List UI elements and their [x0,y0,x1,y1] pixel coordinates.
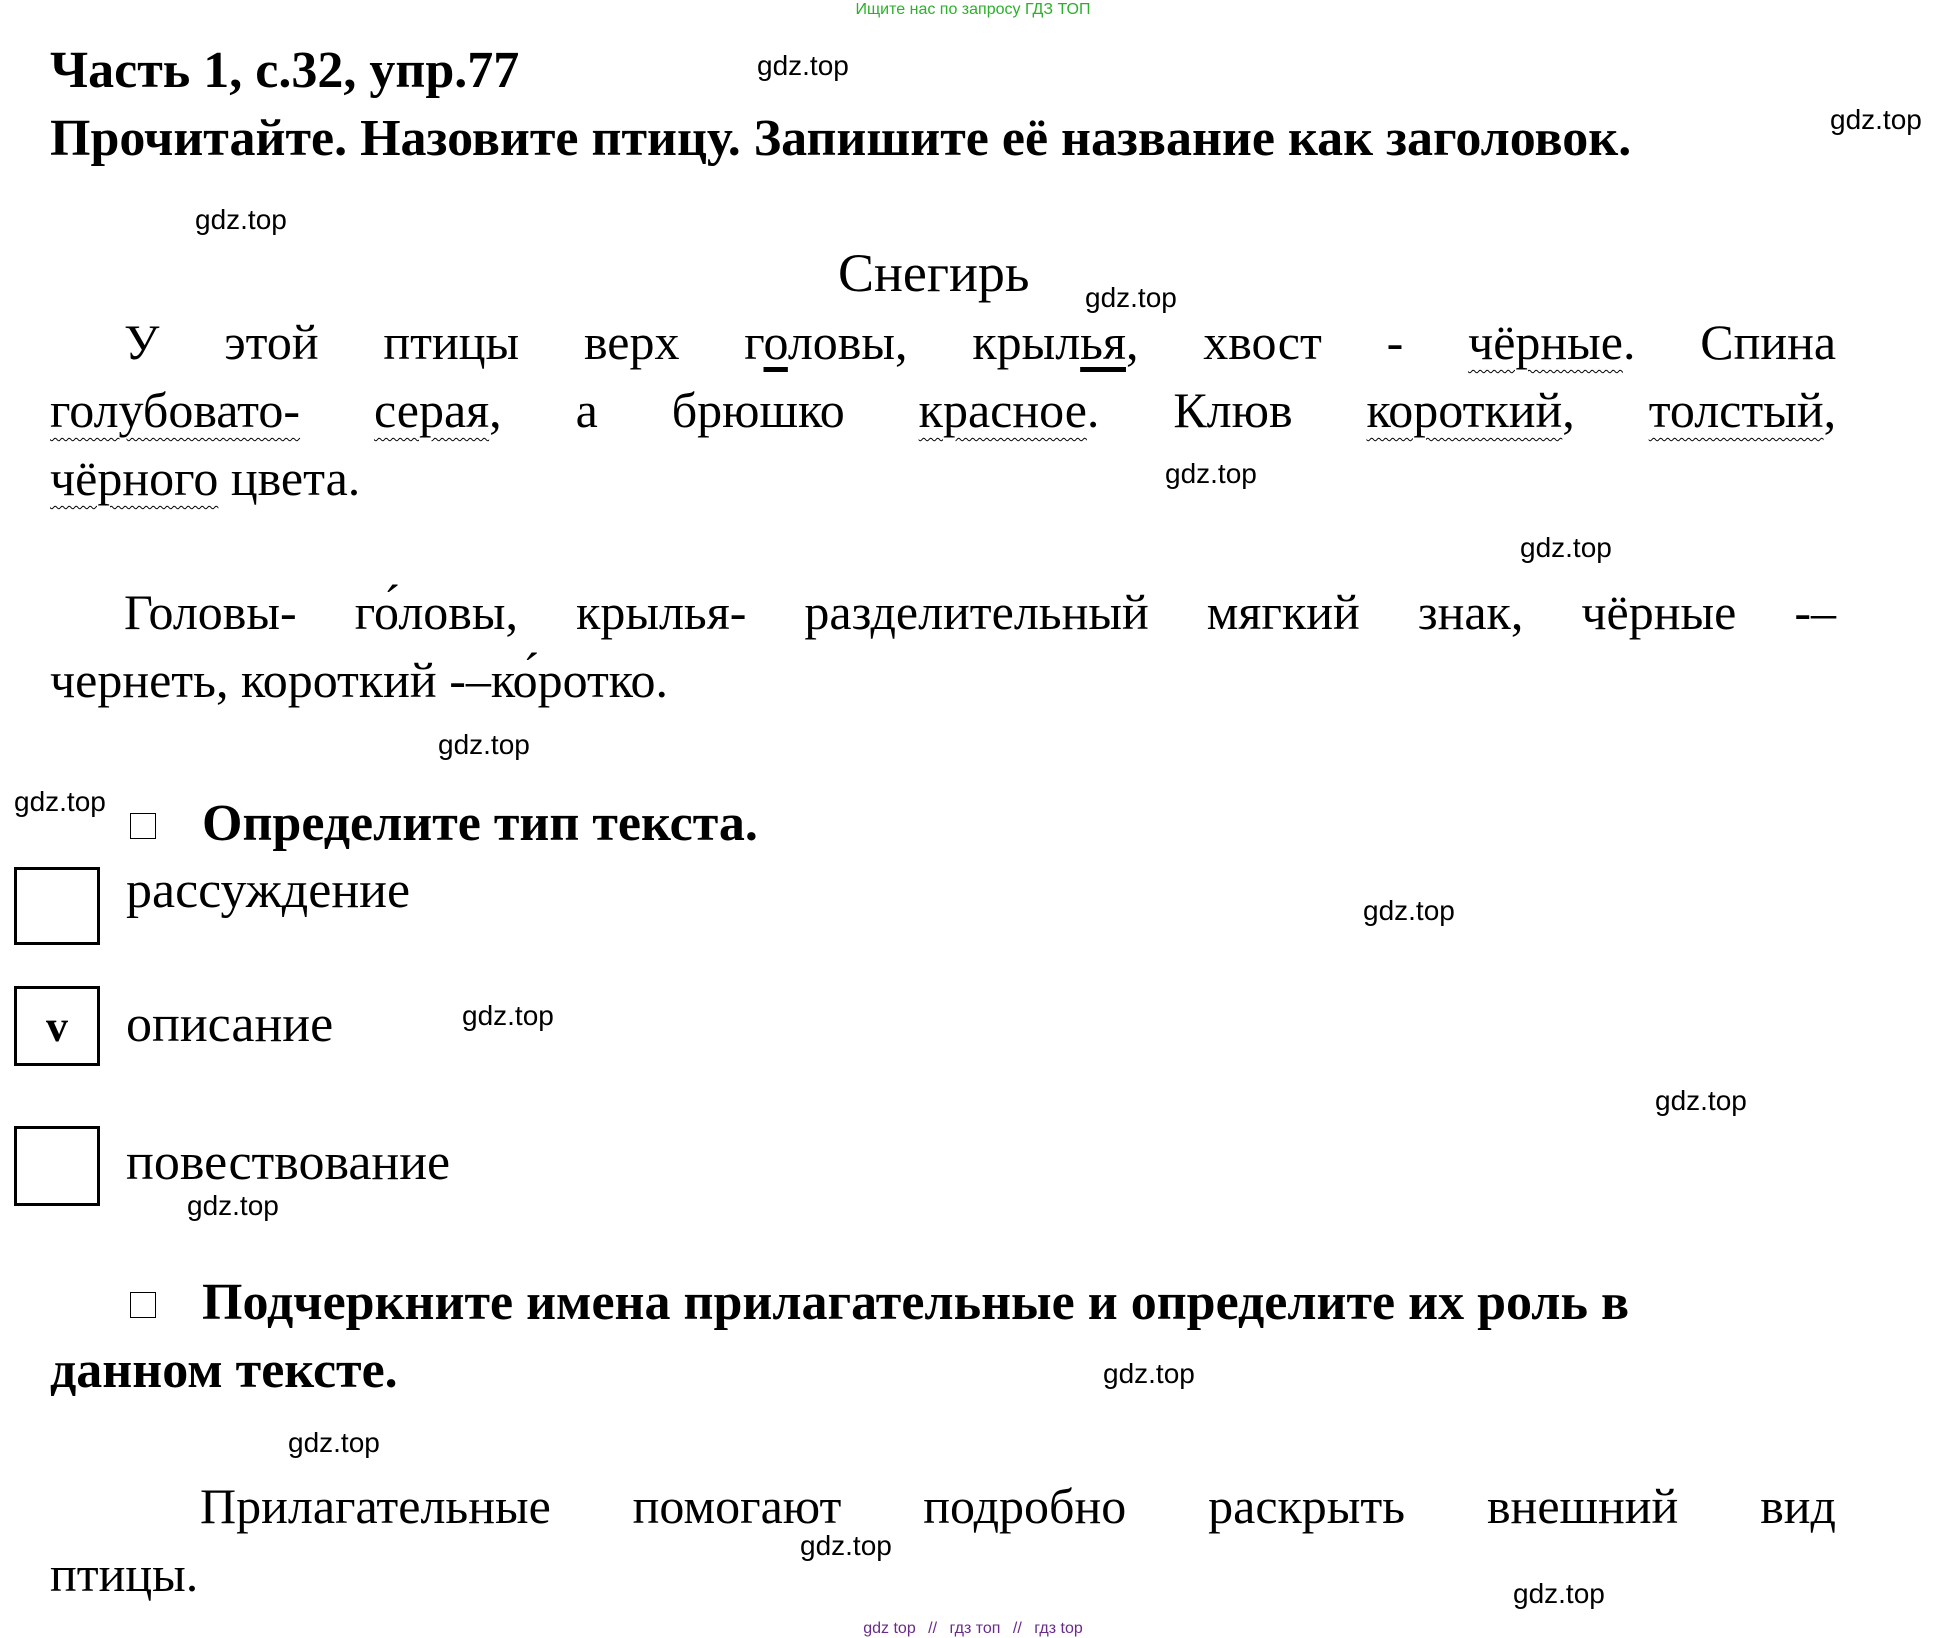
watermark: gdz.top [1085,282,1177,313]
watermark: gdz.top [288,1427,380,1458]
footer-link-gdz-top-ru[interactable]: гдз топ [949,1620,1001,1637]
option-reasoning-checkbox[interactable] [14,867,100,945]
footer-separator: // [928,1620,938,1637]
footer-link-gdz-top-mixed[interactable]: гдз top [1034,1620,1083,1637]
top-banner[interactable]: Ищите нас по запросу ГДЗ ТОП [855,1,1091,18]
watermark: gdz.top [1513,1578,1605,1609]
option-reasoning-label: рассуждение [126,862,411,919]
watermark: gdz.top [1363,895,1455,926]
story-line-3: чёрного цвета. [50,450,361,506]
watermark: gdz.top [187,1190,279,1221]
watermark: gdz.top [1655,1085,1747,1116]
watermark: gdz.top [438,729,530,760]
watermark: gdz.top [757,50,849,81]
answer-line-2: птицы. [50,1546,199,1602]
task1-bullet-icon [130,813,156,839]
task2-bullet-icon [130,1292,156,1318]
footer-separator: // [1012,1620,1022,1637]
watermark: gdz.top [1165,458,1257,489]
answer-line-1: Прилагательные помогают подробно раскрыть внешний вид [200,1478,1836,1534]
watermark: gdz.top [462,1000,554,1031]
option-description-checkbox[interactable]: v [14,986,100,1066]
task1-heading: Определите тип текста. [202,795,758,852]
task2-heading-line-2: данном тексте. [50,1342,398,1399]
task2-heading-line-1: Подчеркните имена прилагательные и определите их роль в [202,1274,1630,1331]
watermark: gdz.top [1103,1358,1195,1389]
watermark: gdz.top [1830,104,1922,135]
story-line-1: У этой птицы верх головы, крылья, хвост - чёрные. Спина [124,314,1837,370]
watermark: gdz.top [14,786,106,817]
option-description-label: описание [126,996,334,1053]
story-title: Снегирь [838,243,1030,303]
option-narration-label: повествование [126,1134,451,1191]
footer-links [0,1620,1946,1638]
footer-link-gdz-top[interactable]: gdz top [863,1620,916,1637]
page-title: Часть 1, с.32, упр.77 [50,42,520,99]
instruction: Прочитайте. Назовите птицу. Запишите её название как заголовок. [50,110,1632,167]
watermark: gdz.top [1520,532,1612,563]
option-narration-checkbox[interactable] [14,1126,100,1206]
analysis-line-2: чернеть, короткий -–ко́ротко. [50,652,669,708]
watermark: gdz.top [195,204,287,235]
analysis-line-1: Головы- го́ловы, крылья- разделительный мягкий знак, чёрные -– [124,584,1836,640]
story-line-2: голубовато- серая, а брюшко красное. Клюв короткий, толстый, [50,382,1837,438]
watermark: gdz.top [800,1530,892,1561]
